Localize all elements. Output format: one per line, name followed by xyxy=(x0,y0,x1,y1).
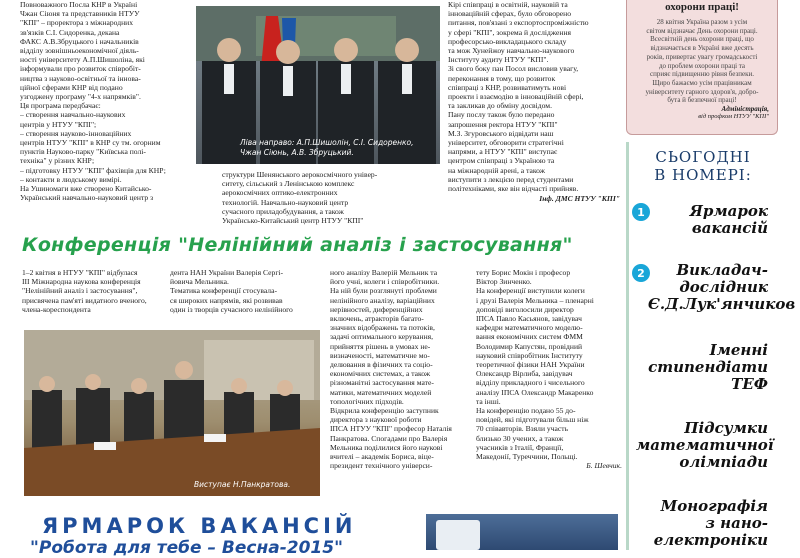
text-line: Олександр Вірлиба, завідувач xyxy=(476,369,573,379)
item-title: Ярмарок вакансій xyxy=(689,202,768,237)
text-line: Кірі співпраці в освітній, науковій та xyxy=(448,0,568,9)
top-right-signature: Інф. ДМС НТУУ "КПІ" xyxy=(539,194,620,204)
text-line: присвячена пам'яті видатного вченого, xyxy=(22,295,147,305)
item-title: Монографія з нано-електроніки xyxy=(653,497,768,549)
text-line: та мож Хунейжоу навчально-наукового xyxy=(448,46,575,56)
text-line: переконання в тому, що розвиток xyxy=(448,73,556,83)
sidebar-item[interactable] xyxy=(632,203,768,243)
text-line: економічних системах, а також xyxy=(330,369,431,379)
text-line: Український навчально-науковий центр з xyxy=(20,193,154,203)
item-title: Іменні стипендіати ТЕФ xyxy=(648,341,768,393)
text-line: інноваційній сферах, було обговорено xyxy=(448,9,572,19)
text-line: нерівностей, диференційних xyxy=(330,304,423,314)
text-line: виступити з лекцією перед студентами xyxy=(448,174,574,184)
text-line: вання економічних систем ФММ xyxy=(476,332,583,342)
notice-line: років, привертає увагу громадськості xyxy=(646,52,758,61)
text-line: прийняття рішень в умовах не- xyxy=(330,341,431,351)
text-line: топологічних підходів. xyxy=(330,396,404,406)
text-line: Відкрила конференцію заступник xyxy=(330,406,439,416)
text-line: – створення навчально-наукових xyxy=(20,110,126,120)
text-line: Ця програма передбачає: xyxy=(20,101,101,111)
text-line: президент технічного універси- xyxy=(330,461,433,471)
text-line: ся широких напрямів, які розвивав xyxy=(170,295,283,305)
notice-box-title: охорони праці! xyxy=(665,1,739,13)
text-line: узгоджену програму "4-х напрямків". xyxy=(20,92,141,102)
article-col-4 xyxy=(476,268,622,500)
article-signature: Б. Шевчик. xyxy=(586,461,622,471)
notice-line: Щиро бажаємо усім працівникам xyxy=(652,78,752,87)
text-line: зв'язків С.І. Сидоренка, декана xyxy=(20,27,120,37)
text-line: ситету, сільський з Ленінською комплекс xyxy=(222,179,355,189)
text-line: відділу прикладного і чисельного xyxy=(476,378,585,388)
text-line: ційної сферами КНР від подано xyxy=(20,82,123,92)
text-line: аерокосмічних оптико-електронних xyxy=(222,188,338,198)
text-line: Володимир Капустян, провідний xyxy=(476,341,583,351)
text-line: – контакти в людському вимірі. xyxy=(20,174,122,184)
text-line: повідей, які підготували більш ніж xyxy=(476,415,589,425)
text-line: сучасного приладобудування, а також xyxy=(222,206,344,216)
text-line: задачі оптимального керування, xyxy=(330,332,434,342)
conference-hall-photo xyxy=(24,330,320,496)
text-line: значних відображень та потоків, xyxy=(330,323,435,333)
text-line: ІПСА НТУУ "КПІ" професор Наталія xyxy=(330,424,452,434)
top-left-column xyxy=(20,0,192,225)
text-line: професорсько-викладацького складу xyxy=(448,36,567,46)
sidebar-item[interactable] xyxy=(632,498,768,550)
notice-line: університету гарного здоров'я, добро- xyxy=(645,87,759,96)
notice-line: Всесвітній день охорони праці, що xyxy=(650,35,754,44)
text-line: пунктів Науково-парку "Київська полі- xyxy=(20,147,146,157)
item-title: Підсумки математичної олімпіади xyxy=(636,419,774,471)
top-mid-text xyxy=(222,170,454,226)
text-line: дента НАН України Валерія Сергі- xyxy=(170,268,284,277)
item-title: Викладач-дослідник Є.Д.Лук'янчиков xyxy=(648,261,796,313)
today-heading xyxy=(630,148,776,184)
text-line: Панкратова. Спогадами про Валерія xyxy=(330,433,448,443)
text-line: та інші. xyxy=(476,396,501,406)
text-line: на міжнародній арені, а також xyxy=(448,165,546,175)
text-line: Зі свого боку пан Посол висловив увагу, xyxy=(448,64,579,74)
text-line: Мельника поділилися його наукові xyxy=(330,442,443,452)
text-line: близько 30 учених, а також xyxy=(476,433,564,443)
text-line: Інституту аудиту НТУУ "КПІ". xyxy=(448,55,549,65)
text-line: центром співпраці з Україною та xyxy=(448,156,555,166)
text-line: техніка" у різних КНР; xyxy=(20,156,95,166)
text-line: аналізу ІПСА Олександр Макаренко xyxy=(476,387,594,397)
text-line: Віктор Зинченко. xyxy=(476,277,532,287)
text-line: центрів у НТУУ "КПІ"; xyxy=(20,119,97,129)
text-line: "КПІ" – проректора з міжнародних xyxy=(20,18,134,28)
job-fair-photo xyxy=(426,514,618,550)
article-headline: Конференція "Нелінійний аналіз і застосування" xyxy=(22,234,573,256)
item-number-badge: 1 xyxy=(632,203,650,221)
job-fair-banner-subtitle: "Робота для тебе – Весна-2015" xyxy=(30,538,343,558)
notice-line: світом відзначає День охорони праці. xyxy=(646,26,758,35)
notice-line: до проблем охорони праці та xyxy=(658,61,746,70)
text-line: III Міжнародна наукова конференція xyxy=(22,277,141,287)
text-line: вчителі – академік Бориса, віце- xyxy=(330,452,434,462)
text-line: проекти і взаємодію в інноваційній сфері, xyxy=(448,92,584,102)
text-line: ФАКС А.В.Збруцького і начальників xyxy=(20,36,139,46)
sidebar-left-stripe xyxy=(626,142,629,550)
notice-line: бута й безпечної праці! xyxy=(667,96,737,105)
text-line: – створення науково-інноваційних xyxy=(20,128,132,138)
text-line: у сфері "КПІ", зокрема й дослідження xyxy=(448,27,572,37)
sidebar-item[interactable] xyxy=(632,341,768,393)
text-line: Українсько-Китайський центр НТУУ "КПІ" xyxy=(222,216,364,226)
text-line: На ній були розглянуті проблеми xyxy=(330,286,437,296)
text-line: визначеності, математичне мо- xyxy=(330,350,430,360)
text-line: делювання в фізичних та соціо- xyxy=(330,360,433,370)
text-line: – підготовку НТУУ "КПІ" фахівців для КНР; xyxy=(20,165,166,175)
notice-box-signature: Адміністрація, xyxy=(721,105,769,114)
text-line: члена-кореспондента xyxy=(22,304,91,314)
text-line: 1–2 квітня в НТУУ "КПІ" відбулася xyxy=(22,268,138,277)
text-line: центрів НТУУ "КПІ" в КНР су тм. огорним xyxy=(20,138,161,148)
text-line: різноманітні застосування мате- xyxy=(330,378,434,388)
text-line: директора з наукової роботи xyxy=(330,415,422,425)
text-line: співпраці з КНР, розвиватимуть нові xyxy=(448,82,567,92)
text-line: доповіді виголосили директор xyxy=(476,304,574,314)
text-line: учасників з Італії, Франції, xyxy=(476,442,564,452)
sidebar-item[interactable] xyxy=(632,419,774,480)
text-line: теоретичної фізики НАН України xyxy=(476,360,585,370)
text-line: включень, атракторів багато- xyxy=(330,314,424,324)
text-line: структури Шенянського аерокосмічного універ- xyxy=(222,170,378,179)
text-line: інформували про розвиток співробіт- xyxy=(20,64,141,74)
text-line: "Нелінійний аналіз і застосування", xyxy=(22,286,138,296)
text-line: На Ушиномаги вже створено Китайсько- xyxy=(20,184,152,194)
article-col-3 xyxy=(330,268,470,500)
text-line: один із творців сучасного нелінійного xyxy=(170,304,293,314)
text-line: нелінійного аналізу, варіаційних xyxy=(330,295,435,305)
conference-photo xyxy=(24,330,320,496)
text-line: відділу зовнішньоекономічної діяль- xyxy=(20,46,139,56)
notice-box-signature-2: від профком НТУУ "КПІ" xyxy=(698,113,769,121)
text-line: науковий співробітник Інституту xyxy=(476,350,583,360)
conference-photo-caption: Виступає Н.Панкратова. xyxy=(194,480,291,489)
text-line: тету Борис Мокін і професор xyxy=(476,268,571,277)
notice-line: відзначається в Україні вже десять xyxy=(650,44,754,53)
text-line: На конференцію подано 55 до- xyxy=(476,406,576,416)
text-line: політехніками, яке він відчасті прийняв. xyxy=(448,184,579,194)
text-line: питання, пов'язані з експортоспроміжністю xyxy=(448,18,589,28)
today-heading-line1: СЬОГОДНІ xyxy=(655,148,751,166)
text-line: 70 співавторів. Взяли участь xyxy=(476,424,569,434)
text-line: М.З. Згуровського відвідати наш xyxy=(448,128,554,138)
text-line: матики, математичних моделей xyxy=(330,387,432,397)
article-col-2 xyxy=(170,268,320,324)
text-line: Македонії, Туреччини, Польщі. xyxy=(476,452,578,462)
text-line: Тематика конференції стосувала- xyxy=(170,286,277,296)
text-line: та закликав до обміну досвідом. xyxy=(448,101,552,111)
sidebar-notice-box xyxy=(626,0,778,135)
today-heading-line2: В НОМЕРІ: xyxy=(654,166,752,184)
notice-line: 28 квітня Україна разом з усім xyxy=(656,18,748,26)
article-col-1 xyxy=(22,268,164,324)
top-right-column xyxy=(448,0,620,225)
job-fair-banner-title: ЯРМАРОК ВАКАНСІЙ xyxy=(42,514,357,538)
text-line: кафедри математичного моделю- xyxy=(476,323,583,333)
notice-line: сприяє підвищенню рівня безпеки. xyxy=(650,70,754,79)
text-line: Пану послу також було передано xyxy=(448,110,555,120)
text-line: його учні, колеги і співробітники. xyxy=(330,277,440,287)
text-line: На конференції виступили колеги xyxy=(476,286,585,296)
text-line: ного аналізу Валерій Мельник та xyxy=(330,268,438,277)
text-line: і друзі Валерія Мельника – пленарні xyxy=(476,295,594,305)
text-line: йовича Мельника. xyxy=(170,277,229,287)
text-line: напрями, а НТУУ "КПІ" виступає xyxy=(448,147,558,157)
text-line: Чжан Сіюня та представників НТУУ xyxy=(20,9,140,19)
text-line: ІПСА Павло Касьянов, завідувач xyxy=(476,314,582,324)
text-line: ництва з науково-освітньої та іннова- xyxy=(20,73,141,83)
text-line: технологій. Навчально-науковий центр xyxy=(222,197,349,207)
text-line: університет, обговорити стратегічні xyxy=(448,138,564,148)
top-photo-caption: Ліва направо: А.П.Шишолін, С.І. Сидоренко, Чжан Сіюнь, А.В. Збруцький. xyxy=(240,138,414,157)
text-line: Повноважного Посла КНР в Україні xyxy=(20,0,138,9)
text-line: ності університету А.П.Шишоліна, які xyxy=(20,55,145,65)
top-photo xyxy=(196,6,440,164)
sidebar-item[interactable] xyxy=(632,261,796,322)
text-line: запрошення ректора НТУУ "КПІ" xyxy=(448,119,558,129)
item-number-badge: 2 xyxy=(632,264,650,282)
